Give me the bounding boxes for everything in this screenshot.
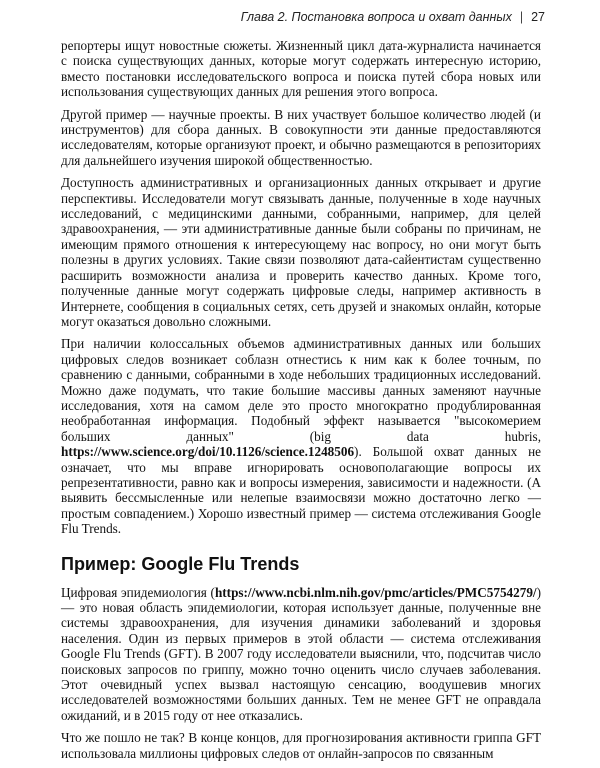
ncbi-article-link[interactable]: https://www.ncbi.nlm.nih.gov/pmc/articles/PMC5754279/ [214, 584, 537, 600]
page-body [61, 38, 541, 768]
paragraph-text: ). Большой охват данных не означает, что мы вправе игнорировать основополагающие вопросы их репрезентативности, равно как и вопросы измерения, зависимости и надежности. (А выявить бессмысленные или нелепые взаимосвязи можно достаточно легко — простым совпадением.) Хорошо известный пример — система отслеживания Google Flu Trends. [61, 444, 541, 537]
paragraph-text: ) — это новая область эпидемиологии, которая использует данные, полученные вне системы здравоохранения, для изучения динамики заболеваний и здоровья населения. Один из первых примеров в этой области — система отслеживания Google Flu Trends (GFT). В 2007 году исследователи выяснили, что, подсчитав число поисковых запросов по гриппу, можно точно оценить число случаев заболевания. Этот очевидный успех вызвал настоящую сенсацию, воодушевив многих исследователей возможностями больших данных. Тем не менее GFT не оправдала ожиданий, и в 2015 году от нее отказались. [61, 584, 541, 723]
paragraph-digital-epidemiology [61, 585, 541, 724]
paragraph-journalist-lifecycle: репортеры ищут новостные сюжеты. Жизненный цикл дата-журналиста начинается с поиска существующих данных, которые могут содержать интересную историю, вместо постановки исследовательского вопроса и поиска путей сбора новых или использования существующих данных для решения этого вопроса. [61, 38, 541, 100]
running-header [60, 10, 545, 24]
paragraph-what-went-wrong: Что же пошло не так? В конце концов, для прогнозирования активности гриппа GFT использовала миллионы цифровых следов от онлайн-запросов по связанным [61, 730, 541, 761]
chapter-title: Глава 2. Постановка вопроса и охват данных [240, 10, 512, 24]
paragraph-text: При наличии колоссальных объемов административных данных или больших цифровых следов возникает соблазн отнестись к ним как к более точным, по сравнению с данными, собранными в ходе небольших традиционных исследований. Можно даже подумать, что такие большие массивы данных заменяют научные исследования, хотя на самом деле это просто многократно продублированная необработанная информация. Подобный эффект называется "высокомерием больших данных" (big data hubris, [61, 336, 541, 444]
section-heading: Пример: Google Flu Trends [61, 553, 300, 574]
header-separator: | [519, 10, 524, 24]
paragraph-administrative-data: Доступность административных и организационных данных открывает и другие перспективы. Исследователи могут связывать данные, полученные в ходе научных исследований, с медицинскими данными, собранными, например, для целей здравоохранения, — эти административные данные были собраны по причинам, не имеющим прямого отношения к интересующему нас вопросу, но они могут быть полезны в других условиях. Такие связи позволяют дата-сайентистам существенно расширить возможности анализа и проверить качество данных. Кроме того, полученные данные могут содержать цифровые следы, например активность в Интернете, сообщения в социальных сетях, сеть друзей и знакомых онлайн, которые могут оказаться довольно сложными. [61, 175, 541, 329]
science-article-link[interactable]: https://www.science.org/doi/10.1126/science.1248506 [61, 444, 355, 460]
paragraph-big-data-hubris [61, 336, 541, 536]
page-number: 27 [531, 10, 545, 24]
paragraph-science-projects: Другой пример — научные проекты. В них участвует большое количество людей (и инструментов) для сбора данных. В совокупности эти данные предоставляются исследователям, которые организуют проект, и обычно размещаются в репозиториях для дальнейшего изучения широкой общественностью. [61, 106, 541, 168]
paragraph-text: Цифровая эпидемиология ( [61, 584, 215, 600]
